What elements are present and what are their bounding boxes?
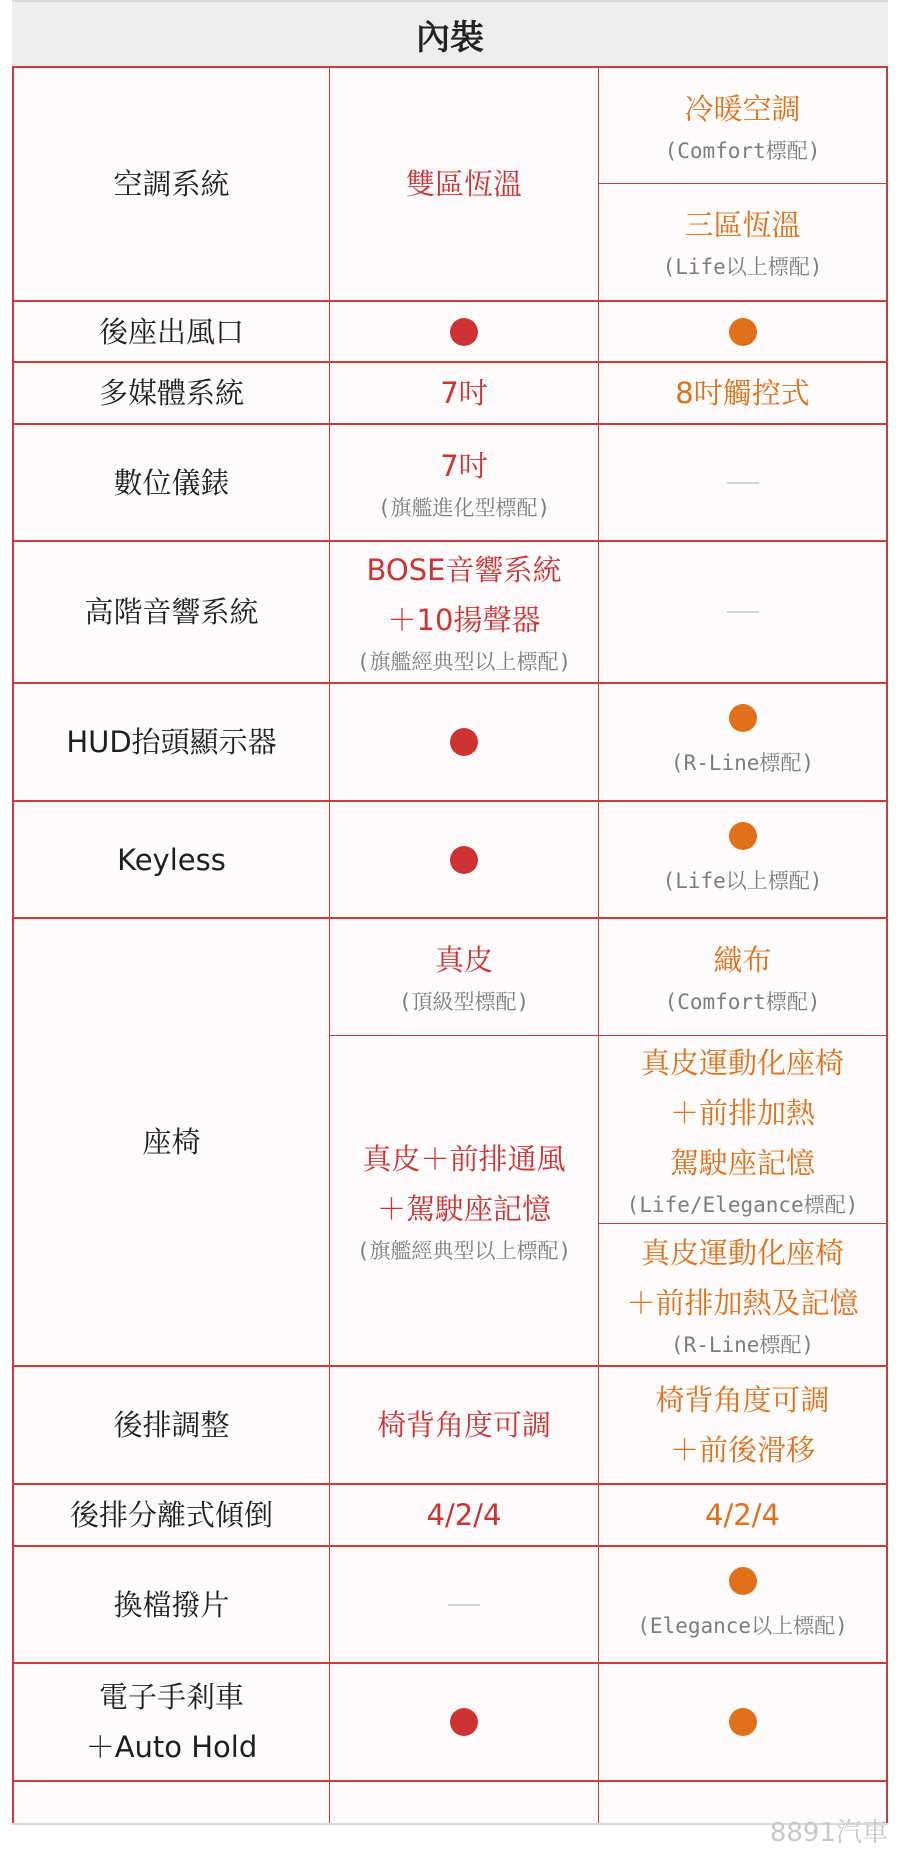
paddles-left: [330, 1547, 598, 1662]
keyless-right: [599, 802, 886, 917]
hud-left: [330, 684, 598, 800]
cluster-right: [599, 425, 886, 540]
standard-dot-icon: [729, 704, 757, 732]
note-text: (旗艦進化型標配): [377, 495, 551, 520]
not-available-dash-icon: [448, 1604, 480, 1606]
audio-left: [330, 542, 598, 682]
note-text: (頂級型標配): [398, 990, 530, 1014]
ac-right-a: [599, 68, 886, 183]
value-text: 4/2/4: [426, 1498, 502, 1532]
label-text: 座椅: [142, 1125, 201, 1159]
value-line-3: 駕駛座記憶: [669, 1145, 815, 1180]
value-text: 冷暖空調: [684, 91, 801, 126]
value-line-1: 真皮＋前排通風: [362, 1141, 566, 1176]
paddles-right: [599, 1547, 886, 1662]
value-line-1: 真皮運動化座椅: [640, 1235, 844, 1270]
label-text: 後排分離式傾倒: [69, 1498, 273, 1532]
row-label-rear-fold: [14, 1485, 329, 1545]
row-label-ac: [14, 68, 329, 300]
seats-right-a: [599, 919, 886, 1035]
ebrake-left: [330, 1664, 598, 1780]
seats-right-c: [599, 1224, 886, 1365]
row-label-audio: [14, 542, 329, 682]
row-label-rear-adjust: [14, 1367, 329, 1483]
note-text: (Comfort標配): [664, 990, 821, 1014]
audio-right: [599, 542, 886, 682]
cluster-left: [330, 425, 598, 540]
ebrake-right: [599, 1664, 886, 1780]
row-label-seats: [14, 919, 329, 1365]
standard-dot-icon: [450, 846, 478, 874]
rear-adjust-left: [330, 1367, 598, 1483]
rear-vents-left: [330, 302, 598, 361]
site-watermark: 8891汽車: [769, 1818, 888, 1848]
hud-right: [599, 684, 886, 800]
value-text: 雙區恆溫: [405, 167, 522, 201]
value-line-1: 真皮運動化座椅: [640, 1045, 844, 1080]
label-line-1: 電子手剎車: [98, 1680, 244, 1714]
standard-dot-icon: [729, 318, 757, 346]
value-line-2: ＋前後滑移: [669, 1433, 815, 1467]
not-available-dash-icon: [727, 482, 759, 484]
label-text: 後排調整: [113, 1408, 230, 1442]
standard-dot-icon: [729, 1567, 757, 1595]
standard-dot-icon: [450, 1708, 478, 1736]
note-text: (Life/Elegance標配): [626, 1192, 859, 1217]
note-text: (Comfort標配): [664, 138, 821, 163]
row-label-cluster: [14, 425, 329, 540]
value-text: 真皮: [434, 943, 493, 977]
seats-left-a: [330, 919, 598, 1035]
row-label-media: [14, 363, 329, 423]
note-text: (R-Line標配): [670, 1332, 815, 1357]
value-line-1: 椅背角度可調: [655, 1383, 830, 1417]
rear-adjust-right: [599, 1367, 886, 1483]
standard-dot-icon: [450, 318, 478, 346]
value-text: 4/2/4: [705, 1498, 780, 1532]
value-text: 7吋: [440, 448, 488, 483]
value-line-2: ＋駕駛座記憶: [376, 1191, 551, 1226]
seats-right-b: [599, 1036, 886, 1223]
value-line-2: ＋10揚聲器: [387, 603, 541, 637]
value-text: 織布: [713, 943, 772, 977]
spec-table: [12, 0, 888, 1825]
note-text: (Elegance以上標配): [637, 1613, 848, 1638]
note-text: (Life以上標配): [662, 255, 823, 279]
rear-fold-right: [599, 1485, 886, 1545]
note-text: (旗艦經典型以上標配): [356, 650, 572, 674]
media-right: [599, 363, 886, 423]
note-text: (Life以上標配): [662, 868, 823, 893]
value-text: 椅背角度可調: [376, 1408, 551, 1442]
value-line-1: BOSE音響系統: [366, 553, 562, 587]
label-text: 數位儀錶: [113, 465, 230, 500]
section-title: 內裝: [12, 0, 888, 66]
standard-dot-icon: [450, 728, 478, 756]
label-text: 高階音響系統: [84, 595, 259, 629]
media-left: [330, 363, 598, 423]
ac-right-b: [599, 184, 886, 300]
value-line-2: ＋前排加熱及記憶: [626, 1285, 859, 1320]
rear-vents-right: [599, 302, 886, 361]
label-text: Keyless: [117, 842, 226, 877]
row-label-rear-vents: [14, 302, 329, 361]
label-line-2: ＋Auto Hold: [85, 1730, 258, 1764]
label-text: 空調系統: [113, 167, 230, 201]
note-text: (R-Line標配): [670, 751, 815, 775]
seats-left-b: [330, 1036, 598, 1365]
row-label-keyless: [14, 802, 329, 917]
label-text: 多媒體系統: [98, 376, 244, 410]
value-text: 7吋: [440, 376, 488, 410]
standard-dot-icon: [729, 822, 757, 850]
label-text: HUD抬頭顯示器: [66, 725, 277, 759]
not-available-dash-icon: [727, 611, 759, 613]
keyless-left: [330, 802, 598, 917]
row-label-ebrake: [14, 1664, 329, 1780]
value-text: 三區恆溫: [684, 208, 801, 242]
rear-fold-left: [330, 1485, 598, 1545]
standard-dot-icon: [729, 1708, 757, 1736]
row-label-paddles: [14, 1547, 329, 1662]
label-text: 換檔撥片: [113, 1587, 230, 1622]
value-line-2: ＋前排加熱: [669, 1095, 815, 1130]
row-label-hud: [14, 684, 329, 800]
label-text: 後座出風口: [98, 314, 244, 349]
value-text: 8吋觸控式: [675, 376, 810, 410]
ac-left-value: [330, 68, 598, 300]
note-text: (旗艦經典型以上標配): [356, 1238, 572, 1263]
